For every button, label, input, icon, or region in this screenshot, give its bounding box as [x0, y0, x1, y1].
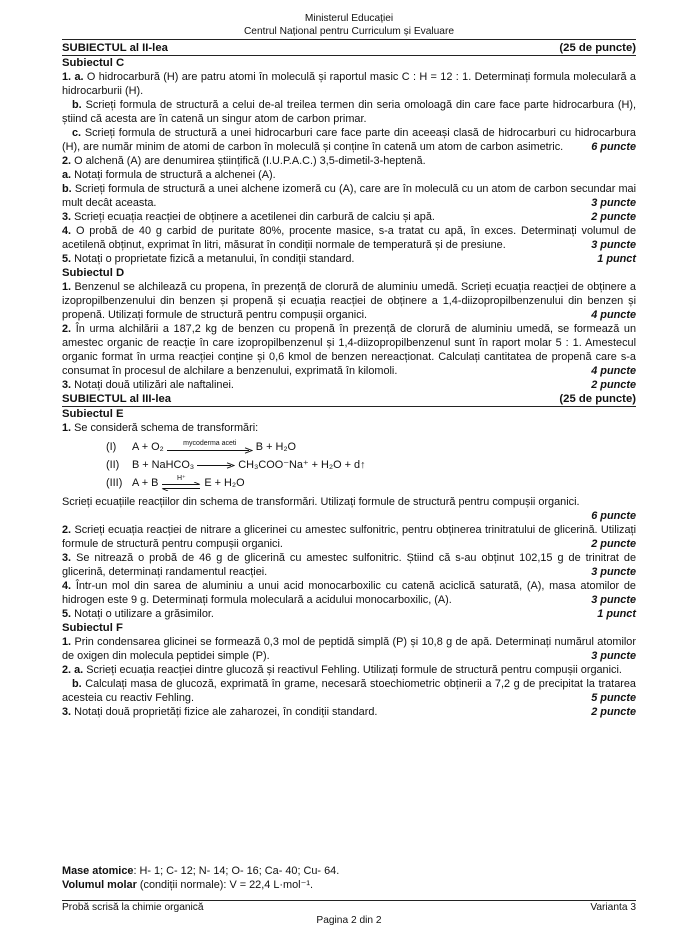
points-c4: 3 puncte	[591, 239, 636, 251]
points-d3: 2 puncte	[591, 379, 636, 391]
question-text: Se nitrează o probă de 46 g de glicerină cu amestec sulfonitric. Știind că s-au obținut 102,15 g de trinitrat de glicerină, determinați randamentul reacției.	[62, 552, 637, 578]
question-number: b.	[62, 183, 72, 195]
question-number: 3.	[62, 552, 72, 564]
equilibrium-arrow-icon	[161, 482, 201, 491]
reaction-products: CH₃COO⁻Na⁺ + H₂O + d↑	[238, 459, 366, 471]
question-number: 3.	[62, 379, 72, 391]
reaction-label: (II)	[106, 459, 120, 471]
question-number: b.	[72, 99, 82, 111]
subject-f-title: Subiectul F	[62, 622, 123, 634]
right-arrow-icon	[197, 462, 235, 469]
points-c5: 1 punct	[597, 253, 636, 265]
question-number: 2.	[62, 524, 72, 536]
points-f1: 3 puncte	[591, 650, 636, 662]
center-name: Centrul Național pentru Curriculum și Evaluare	[243, 25, 455, 37]
question-f3	[62, 705, 636, 719]
question-d3	[62, 378, 636, 392]
reaction-label: (III)	[106, 477, 123, 489]
question-number: 3.	[62, 211, 72, 223]
reaction-reactants: B + NaHCO₃	[132, 459, 195, 471]
points-c2: 3 puncte	[591, 197, 636, 209]
question-text: Calculați masa de glucoză, exprimată în grame, necesară stoechiometric obținerii a 7,2 g de precipitat la tratarea acesteia cu reactiv Fehling.	[62, 678, 636, 704]
points-c1: 6 puncte	[591, 141, 636, 153]
reaction-reactants: A + O₂	[132, 441, 164, 453]
reaction-arrow	[161, 475, 201, 491]
question-text: Scrieți ecuația reacției dintre glucoză și reactivul Fehling. Utilizați formule de structură pentru compușii organici.	[86, 664, 622, 676]
question-text: Notați două utilizări ale naftalinei.	[74, 379, 234, 391]
page-footer	[62, 900, 636, 927]
question-c2	[62, 154, 636, 168]
question-text: Scrieți ecuația reacției de obținere a acetilenei din carbură de calciu și apă.	[74, 211, 435, 223]
scheme-reaction-3	[106, 474, 636, 492]
molar-volume-label: Volumul molar	[62, 879, 137, 891]
question-number: 4.	[62, 225, 72, 237]
subject-e-title: Subiectul E	[62, 408, 124, 420]
molar-volume	[62, 878, 636, 892]
question-text: O alchenă (A) are denumirea științifică (I.U.P.A.C.) 3,5-dimetil-3-heptenă.	[74, 155, 426, 167]
section-3-points: (25 de puncte)	[559, 393, 636, 405]
exam-name: Probă scrisă la chimie organică	[62, 902, 204, 913]
question-text: Notați două proprietăți fizice ale zaharozei, în condiții standard.	[74, 706, 378, 718]
question-e5	[62, 607, 636, 621]
points-e4: 3 puncte	[591, 594, 636, 606]
reaction-condition: mycoderma aceti	[183, 440, 237, 447]
molar-volume-value: (condiții normale): V = 22,4 L·mol⁻¹.	[136, 879, 313, 891]
question-number: b.	[72, 678, 82, 690]
question-number: 5.	[62, 253, 72, 265]
atomic-masses-values: : H- 1; C- 12; N- 14; O- 16; Ca- 40; Cu- 64.	[133, 865, 340, 877]
points-e3: 3 puncte	[591, 566, 636, 578]
question-c2a	[62, 168, 636, 182]
question-number: 1.	[62, 422, 72, 434]
scheme-reaction-2	[106, 456, 636, 474]
section-2-title: SUBIECTUL al II-lea	[62, 42, 168, 54]
question-number: 2.	[62, 155, 72, 167]
header-rule	[62, 39, 636, 40]
question-number: 1. a.	[62, 71, 84, 83]
reaction-label: (I)	[106, 441, 117, 453]
points-d1: 4 puncte	[591, 309, 636, 321]
subject-d-title: Subiectul D	[62, 267, 125, 279]
question-number: 4.	[62, 580, 72, 592]
page-header	[62, 13, 636, 38]
question-number: 5.	[62, 608, 72, 620]
constants-footnote	[62, 864, 636, 892]
points-d2: 4 puncte	[591, 365, 636, 377]
question-number: 2.	[62, 323, 72, 335]
points-e5: 1 punct	[597, 608, 636, 620]
question-c1b	[62, 98, 636, 126]
subject-c-title: Subiectul C	[62, 57, 125, 69]
transformation-scheme	[106, 438, 636, 492]
question-c3	[62, 210, 636, 224]
question-e1-instruction: Scrieți ecuațiile reacțiilor din schema de transformări. Utilizați formule de structură pentru compușii organici.	[62, 496, 580, 508]
reaction-products: E + H₂O	[204, 477, 245, 489]
reaction-arrow	[167, 440, 253, 454]
page-number: Pagina 2 din 2	[316, 915, 382, 926]
question-number: 3.	[62, 706, 72, 718]
question-text: O hidrocarbură (H) are patru atomi în moleculă și raportul masic C : H = 12 : 1. Determinați formula moleculară a hidrocarburii (H).	[62, 71, 636, 97]
question-text: Într-un mol din sarea de aluminiu a unui acid monocarboxilic cu catenă aciclică saturată, (A), masa atomilor de hidrogen este 9 g. Determinați formula moleculară a acidului monocarboxilic, (A).	[62, 580, 636, 606]
question-text: Prin condensarea glicinei se formează 0,3 mol de peptidă simplă (P) și 10,8 g de apă. Determinați numărul atomilor de oxigen din molecula peptidei simple (P).	[62, 636, 636, 662]
reaction-arrow	[197, 462, 235, 469]
question-e1	[62, 421, 636, 435]
question-c1a	[62, 70, 636, 98]
points-e1: 6 puncte	[591, 510, 636, 522]
question-f2a	[62, 663, 636, 677]
atomic-masses-label: Mase atomice	[62, 865, 134, 877]
question-text: Notați o utilizare a grăsimilor.	[74, 608, 214, 620]
points-f3: 2 puncte	[591, 706, 636, 718]
points-c3: 2 puncte	[591, 211, 636, 223]
question-number: 1.	[62, 281, 72, 293]
scheme-reaction-1	[106, 438, 636, 456]
section-2-heading	[62, 41, 636, 56]
question-c5	[62, 252, 636, 266]
variant-label: Varianta 3	[590, 902, 636, 913]
section-2-points: (25 de puncte)	[559, 42, 636, 54]
right-arrow-icon	[167, 447, 253, 454]
question-number: 1.	[62, 636, 72, 648]
reaction-reactants: A + B	[132, 477, 159, 489]
question-number: a.	[62, 169, 72, 181]
reaction-condition: H⁺	[176, 475, 186, 482]
question-text: Scrieți formula de structură a unei alchene izomeră cu (A), care are în moleculă cu un atom de carbon secundar mai mult decât aceasta.	[62, 183, 636, 209]
exam-page	[62, 0, 636, 719]
question-text: Scrieți formula de structură a unei hidrocarburi care face parte din aceeași clasă de hidrocarburi cu hidrocarbura (H), are număr minim de atomi de carbon în moleculă și conține în catenă um atom de carbon asimetric.	[62, 127, 636, 153]
question-text: Scrieți formula de structură a celui de-al treilea termen din seria omoloagă din care face parte hidrocarbura (H), știind că acesta are în catenă un singur atom de carbon primar.	[62, 99, 637, 125]
atomic-masses	[62, 864, 636, 878]
question-c1c	[62, 126, 636, 154]
question-text: Benzenul se alchilează cu propena, în prezență de clorură de aluminiu umedă. Scrieți ecuația reacției de obținere a izopropilbenzenului din benzen și propenă și ecuația reacției de obținere a 1,4-diizopropilbenzenului din benzen și propenă. Utilizați formule de structură pentru compușii organici.	[62, 281, 636, 321]
question-text: O probă de 40 g carbid de puritate 80%, procente masice, s-a tratat cu apă, în exces. Determinați volumul de acetilenă obținut, exprimat în litri, măsurat în condiții normale de temperatură și de presiune.	[62, 225, 637, 251]
section-3-heading	[62, 392, 636, 407]
points-e2: 2 puncte	[591, 538, 636, 550]
ministry-name: Ministerul Educației	[304, 13, 394, 24]
question-text: Notați o proprietate fizică a metanului, în condiții standard.	[74, 253, 355, 265]
reaction-products: B + H₂O	[255, 441, 297, 453]
question-text: Scrieți ecuația reacției de nitrare a glicerinei cu amestec sulfonitric, pentru obținerea trinitratului de glicerină. Utilizați formule de structură pentru compușii organici.	[62, 524, 636, 550]
question-number: 2. a.	[62, 664, 84, 676]
question-text: Se consideră schema de transformări:	[74, 422, 259, 434]
points-f2: 5 puncte	[591, 692, 636, 704]
question-text: Notați formula de structură a alchenei (A).	[74, 169, 276, 181]
question-text: În urma alchilării a 187,2 kg de benzen cu propenă în prezență de clorură de aluminiu umedă, se formează un amestec organic de reacție în care izopropilbenzenul și 1,4-diizopropilbenzenul sunt în raport molar 5 : 1. Amestecul organic format în urma reacției conține și 0,6 kmol de benzen nereacționat. Calculați cantitatea de propenă care s-a consumat în procesul de alchilare a benzenului, exprimată în kilomoli.	[62, 323, 636, 377]
section-3-title: SUBIECTUL al III-lea	[62, 393, 172, 405]
question-number: c.	[72, 127, 82, 139]
